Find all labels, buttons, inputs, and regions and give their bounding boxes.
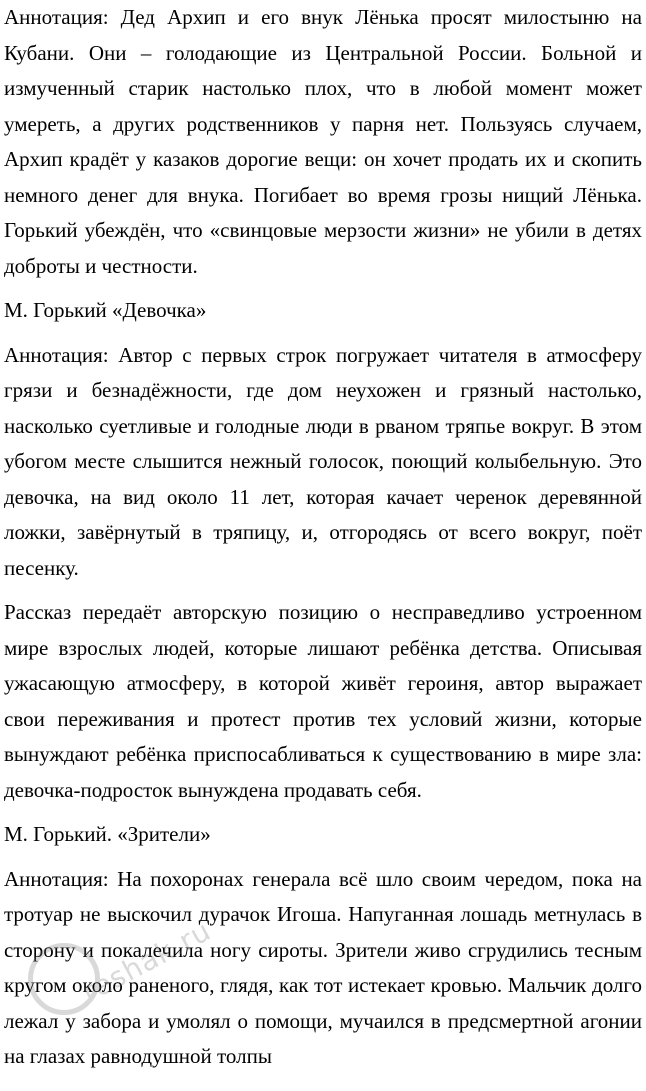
annotation-paragraph-arkhip: Аннотация: Дед Архип и его внук Лёнька просят милостыню на Кубани. Они – голодающие из Центральной России. Больной и измученный старик настолько плох, что в любой момент может умереть, а других родственников у парня нет. Пользуясь случаем, Архип крадёт у казаков дорогие вещи: он хочет продать их и скопить немного денег для внука. Погибает во время грозы нищий Лёнька. Горький убеждён, что «свинцовые мерзости жизни» не убили в детях доброты и честности. xyxy=(4,5,642,278)
body-paragraph-devochka: Рассказ передаёт авторскую позицию о несправедливо устроенном мире взрослых людей, которые лишают ребёнка детства. Описывая ужасающую атмосферу, в которой живёт героиня, автор выражает свои переживания и протест против тех условий жизни, которые вынуждают ребёнка приспосабливаться к существованию в мире зла: девочка-подросток вынуждена продавать себя. xyxy=(4,600,642,802)
watermark-text: reshak.ru xyxy=(76,913,217,1010)
story-title-devochka: М. Горький «Девочка» xyxy=(4,298,207,322)
annotation-paragraph-zriteli: Аннотация: На похоронах генерала всё шло своим чередом, пока на тротуар не выскочил дурачок Игоша. Напуганная лошадь метнулась в сторону и покалечила ногу сироты. Зрители живо сгрудились тесным кругом около раненого, глядя, как тот истекает кровью. Мальчик долго лежал у забора и умолял о помощи, мучаился в предсмертной агонии на глазах равнодушной толпы xyxy=(4,866,642,1068)
story-title-zriteli: М. Горький. «Зрители» xyxy=(4,822,211,846)
annotation-paragraph-devochka: Аннотация: Автор с первых строк погружает читателя в атмосферу грязи и безнадёжности, где дом неухожен и грязный настолько, насколько суетливые и голодные люди в рваном тряпье вокруг. В этом убогом месте слышится нежный голосок, поющий колыбельную. Это девочка, на вид около 11 лет, которая качает черенок деревянной ложки, завёрнутый в тряпицу, и, отгородясь от всего вокруг, поёт песенку. xyxy=(4,342,642,580)
